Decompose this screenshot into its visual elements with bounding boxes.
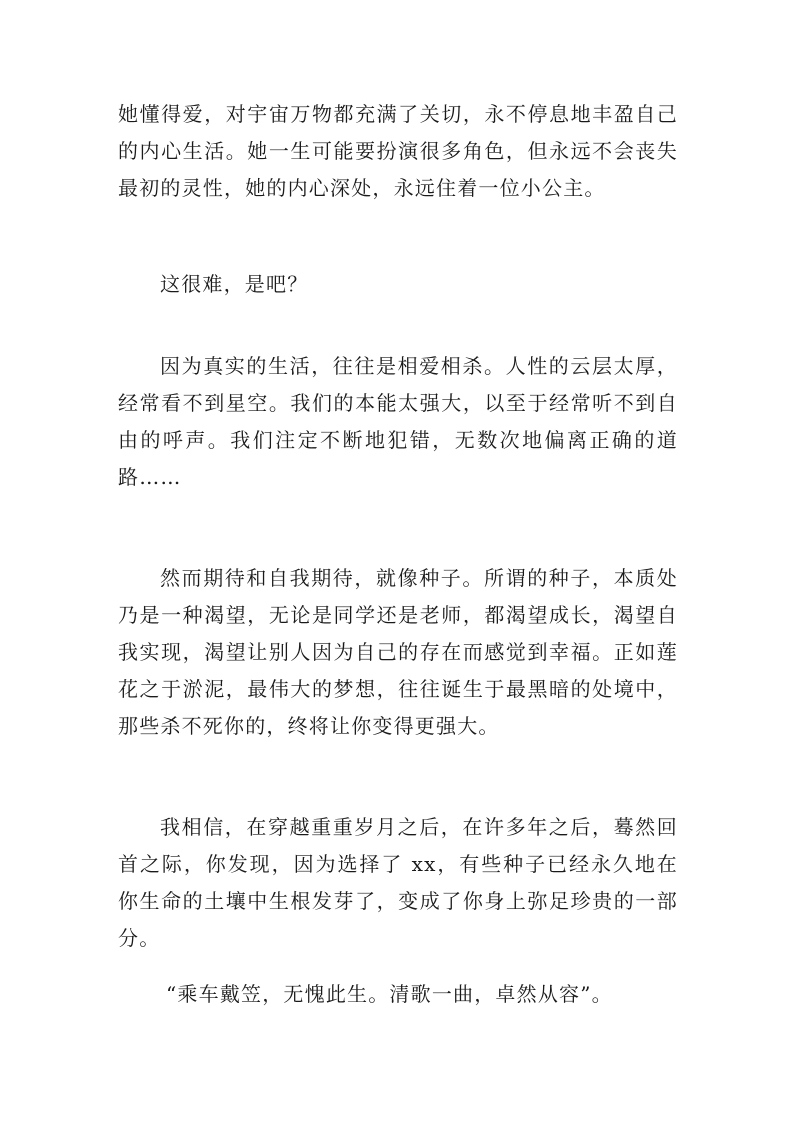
paragraph-3: 因为真实的生活，往往是相爱相杀。人性的云层太厚，经常看不到星空。我们的本能太强大，以至于经常听不到自由的呼声。我们注定不断地犯错，无数次地偏离正确的道路…… bbox=[118, 354, 678, 489]
paragraph-2: 这很难，是吧？ bbox=[160, 272, 309, 296]
paragraph-1: 她懂得爱，对宇宙万物都充满了关切，永不停息地丰盈自己的内心生活。她一生可能要扮演很多角色，但永远不会丧失最初的灵性，她的内心深处，永远住着一位小公主。 bbox=[118, 102, 678, 200]
paragraph-5: 我相信，在穿越重重岁月之后，在许多年之后，蓦然回首之际，你发现，因为选择了 xx，有些种子已经永久地在你生命的土壤中生根发芽了，变成了你身上弥足珍贵的一部分。 bbox=[118, 815, 678, 950]
paragraph-4: 然而期待和自我期待，就像种子。所谓的种子，本质处乃是一种渴望，无论是同学还是老师，都渴望成长，渴望自我实现，渴望让别人因为自己的存在而感觉到幸福。正如莲花之于淤泥，最伟大的梦想，往往诞生于最黑暗的处境中，那些杀不死你的，终将让你变得更强大。 bbox=[118, 566, 678, 738]
paragraph-6-quote: “乘车戴笠，无愧此生。清歌一曲，卓然从容”。 bbox=[166, 982, 613, 1006]
